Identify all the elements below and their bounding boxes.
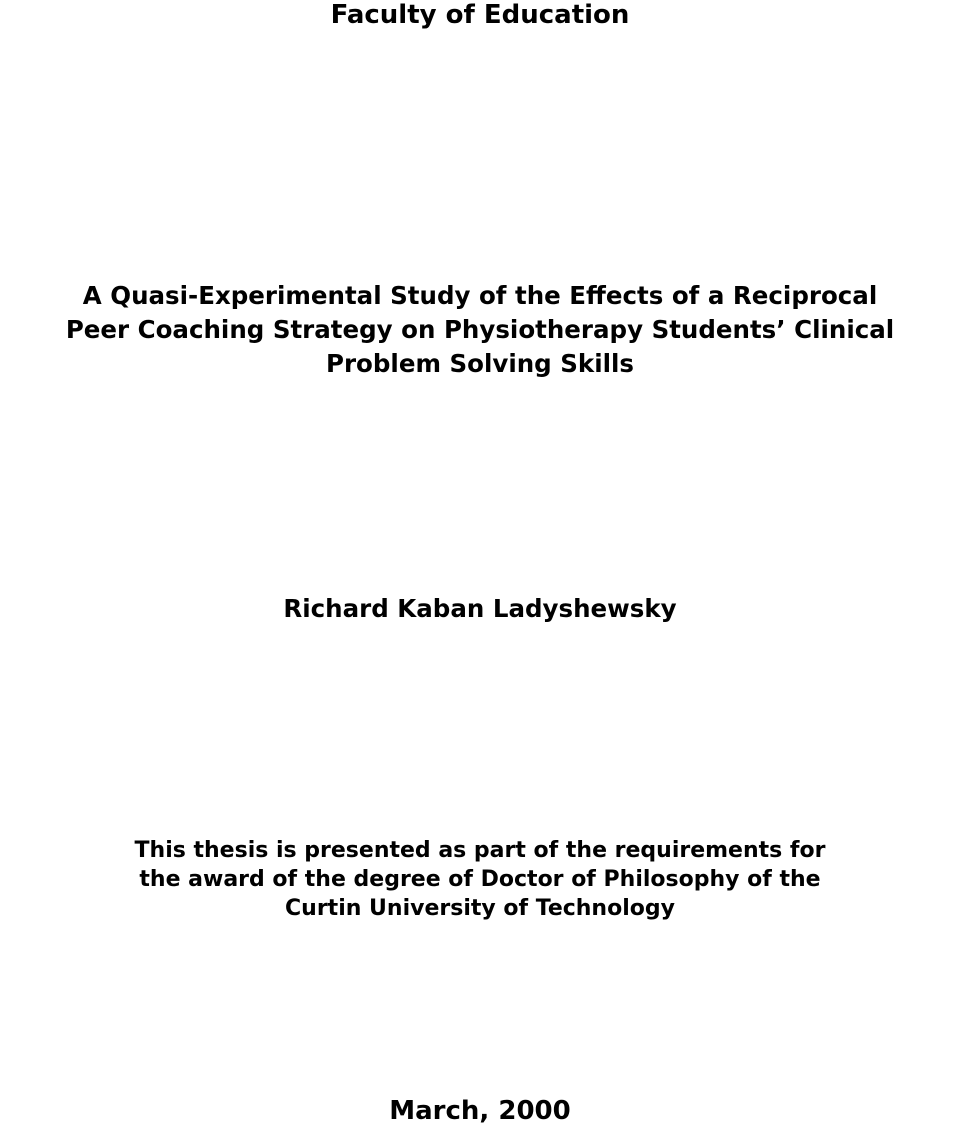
author-name: Richard Kaban Ladyshewsky [283, 594, 677, 623]
thesis-title-line-1: A Quasi-Experimental Study of the Effects of a Reciprocal [82, 281, 878, 310]
thesis-title-line-3: Problem Solving Skills [326, 349, 634, 378]
degree-statement-line-3: Curtin University of Technology [285, 896, 675, 921]
submission-date: March, 2000 [389, 1096, 571, 1126]
faculty-heading: Faculty of Education [330, 0, 630, 30]
thesis-title-line-2: Peer Coaching Strategy on Physiotherapy Students’ Clinical [65, 315, 895, 344]
thesis-title [0, 279, 960, 381]
degree-statement-line-2: the award of the degree of Doctor of Philosophy of the [139, 867, 821, 892]
degree-statement [0, 836, 960, 923]
degree-statement-line-1: This thesis is presented as part of the requirements for [134, 838, 826, 863]
